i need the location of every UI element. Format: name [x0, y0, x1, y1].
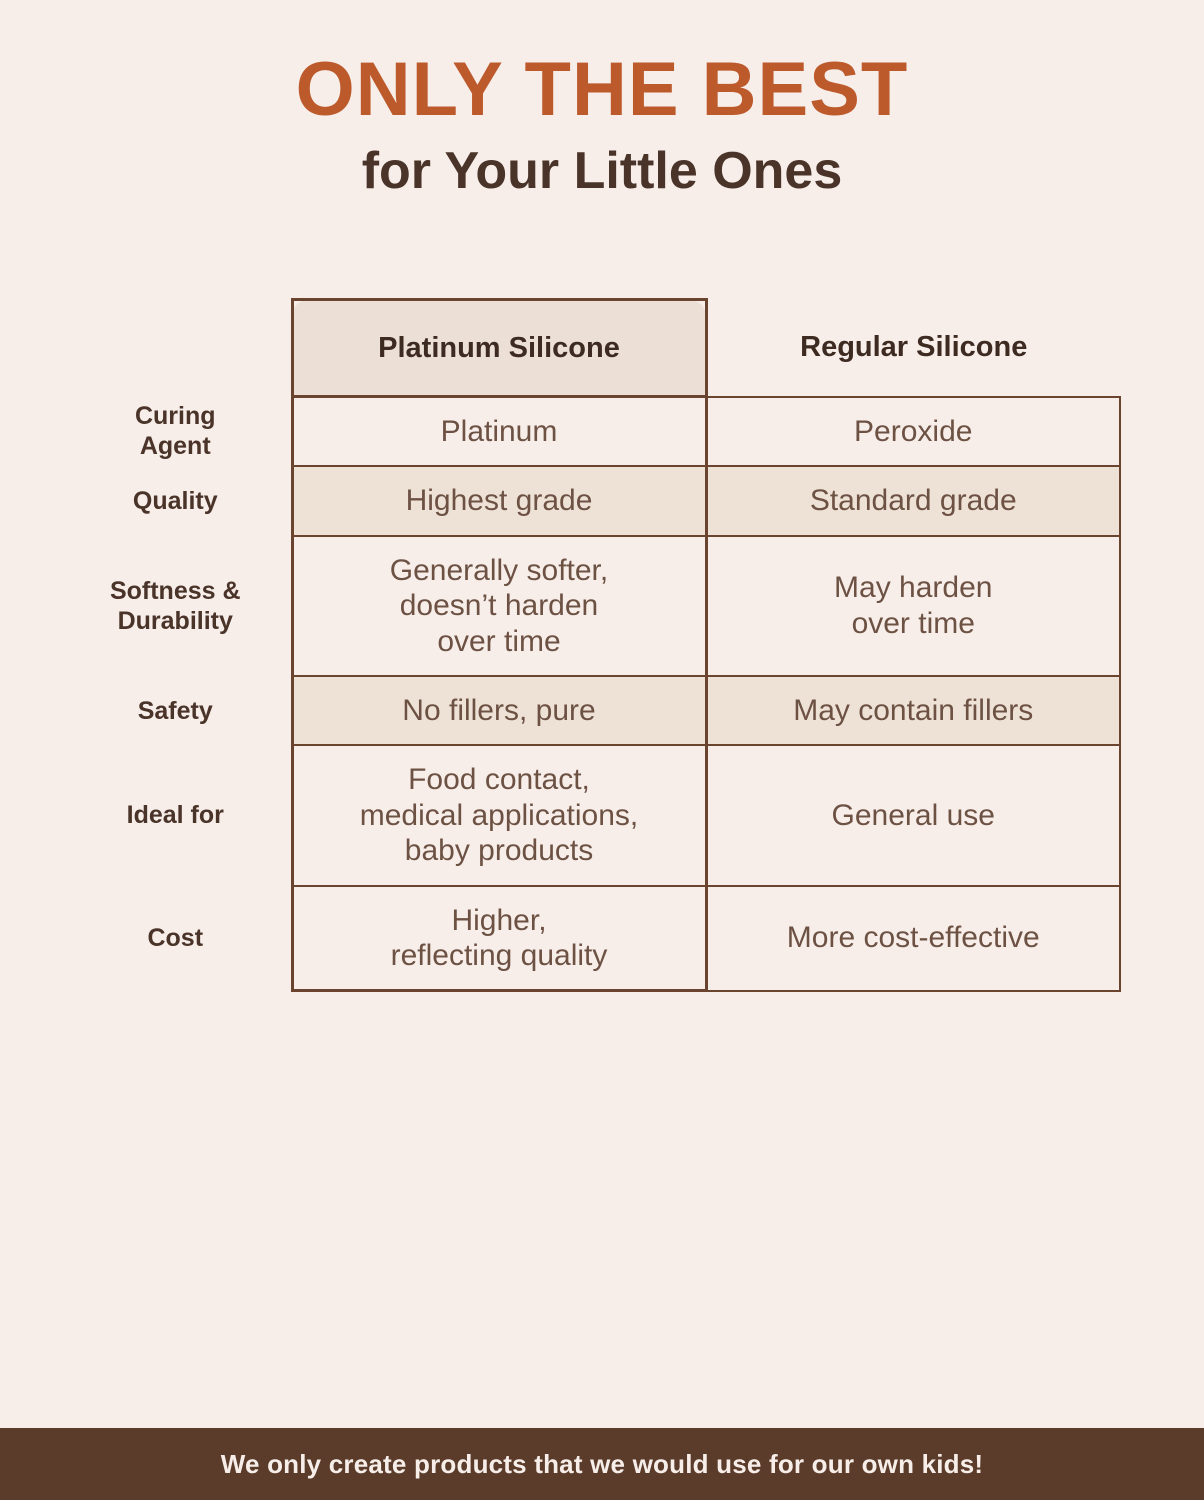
- comparison-table: [60, 298, 1121, 992]
- page-subtitle: for Your Little Ones: [361, 142, 843, 200]
- table-row: [60, 886, 1120, 991]
- cell-line-1: May harden: [834, 571, 993, 605]
- row-label-curing-agent: [60, 397, 292, 467]
- cell-platinum-curing-agent: Platinum: [292, 397, 706, 467]
- table-row: [60, 397, 1120, 467]
- comparison-table-container: [0, 298, 1204, 992]
- cell-line-1: Generally softer,: [389, 553, 609, 587]
- cell-line-2: doesn’t harden: [399, 589, 599, 623]
- column-header-regular-silicone: Regular Silicone: [800, 331, 1028, 363]
- row-label-line-1: Curing: [134, 402, 216, 431]
- footer-banner: [0, 1428, 1204, 1500]
- table-row: [60, 745, 1120, 885]
- cell-platinum-quality: Highest grade: [292, 466, 706, 535]
- cell-platinum-cost: [292, 886, 706, 991]
- row-label-safety: Safety: [137, 696, 213, 725]
- table-corner-cell: [60, 300, 292, 397]
- table-head: [60, 300, 1120, 397]
- page-header: [0, 0, 1204, 202]
- row-label-softness-durability: [60, 536, 292, 676]
- footer-text: We only create products that we would use for our own kids!: [220, 1448, 984, 1479]
- table-row: [60, 536, 1120, 676]
- row-label-cost: Cost: [147, 924, 204, 953]
- cell-line-2: over time: [851, 606, 975, 640]
- page-title: ONLY THE BEST: [295, 47, 909, 132]
- table-row: [60, 466, 1120, 535]
- cell-platinum-softness-durability: [292, 536, 706, 676]
- cell-platinum-ideal-for: [292, 745, 706, 885]
- cell-regular-quality: Standard grade: [706, 466, 1120, 535]
- cell-regular-safety: May contain fillers: [706, 676, 1120, 745]
- cell-regular-ideal-for: General use: [706, 745, 1120, 885]
- cell-line-1: Food contact,: [408, 763, 590, 797]
- cell-regular-curing-agent: Peroxide: [706, 397, 1120, 467]
- row-label-ideal-for: Ideal for: [126, 801, 224, 830]
- cell-line-3: over time: [437, 624, 561, 658]
- table-header-row: [60, 300, 1120, 397]
- cell-line-3: baby products: [404, 834, 594, 868]
- column-header-platinum-silicone: Platinum Silicone: [292, 300, 706, 397]
- table-row: [60, 676, 1120, 745]
- row-label-line-1: Softness &: [109, 576, 241, 605]
- row-label-line-2: Agent: [139, 432, 211, 461]
- table-body: [60, 397, 1120, 991]
- cell-platinum-safety: No fillers, pure: [292, 676, 706, 745]
- cell-regular-softness-durability: [706, 536, 1120, 676]
- cell-line-2: medical applications,: [359, 798, 639, 832]
- row-label-line-2: Durability: [117, 606, 233, 635]
- cell-line-1: Higher,: [451, 903, 547, 937]
- cell-regular-cost: More cost-effective: [706, 886, 1120, 991]
- cell-line-2: reflecting quality: [390, 938, 608, 972]
- row-label-quality: Quality: [132, 487, 218, 516]
